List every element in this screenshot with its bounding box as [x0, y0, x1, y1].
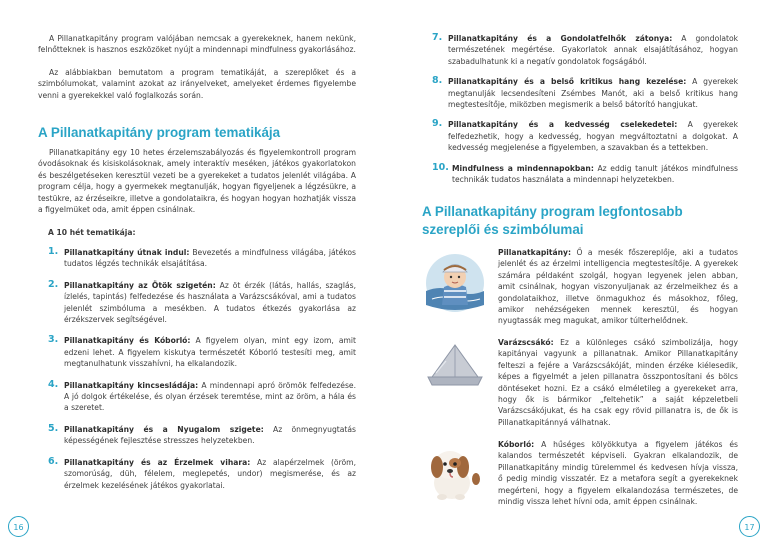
captain-illustration	[422, 247, 488, 316]
section-heading-thematic: A Pillanatkapitány program tematikája	[38, 125, 281, 140]
week-title: Pillanatkapitány és a kedvesség cselekedetei:	[448, 120, 678, 130]
left-intro	[38, 33, 356, 101]
week-item	[48, 335, 356, 369]
week-title: Pillanatkapitány és a Nyugalom szigete:	[64, 424, 264, 434]
character-text: Ez a különleges csákó szimbolizálja, hogy kapitányai vagyunk a pillanatnak. Amikor Pillanatkapitány felteszi a fejére a Varázscsákóját, minden érzéke kiélesedik, képes a figyelmét a jelen pillanatra összpontosítani és bölcs döntéseket hozni. Ez a csákó elméletileg a gyerekeket arra, hogy ők is bármikor „feltehetik” a saját képzeletbeli Varázscsákójukat, és ha csak egy rövid pillanatra is, de ők is Pillanatkapitánnyá válhatnak.	[498, 338, 738, 427]
week-item	[432, 76, 738, 110]
character-description	[498, 337, 738, 428]
week-text: Az alapérzelmek (öröm, szomorúság, düh, félelem, meglepetés, undor) megismerése, és az érzelmek kezelésének játékos gyakorlatai.	[64, 457, 356, 490]
week-number: 2.	[48, 278, 59, 290]
week-text: A mindennapi apró örömök felfedezése. A jó dolgok értékelése, és olyan érzések teremtése, mint az öröm, a hála és a szeretet.	[64, 380, 356, 413]
character-description	[498, 439, 738, 507]
weeks-subheading: A 10 hét tematikája:	[48, 228, 136, 237]
weeks-list-left	[48, 247, 356, 491]
intro-paragraph-2: Az alábbiakban bemutatom a program tematikáját, a szereplőket és a szimbólumokat, valamint azokat az irányelveket, amelyeket érdemes figyelembe venni a gyerekekkel való foglalkozás során.	[38, 67, 356, 100]
week-number: 10.	[432, 161, 449, 173]
character-title: Pillanatkapitány:	[498, 248, 572, 257]
week-item	[48, 247, 356, 270]
week-title: Pillanatkapitány és az Érzelmek vihara:	[64, 457, 251, 467]
page-number-right: 17	[739, 516, 760, 537]
week-text: A gyerekek felfedezhetik, hogy a kedvesség, hogyan megváltoztatni a dolgokat. A kedvesség megjelenése a figyelemben, a szavakban és a tettekben.	[448, 120, 738, 153]
week-text: Az önmegnyugtatás képességének fejlesztése stresszes helyzetekben.	[64, 424, 356, 446]
week-number: 5.	[48, 422, 59, 434]
character-description	[498, 247, 738, 327]
week-item	[432, 163, 738, 186]
week-title: Pillanatkapitány az Ötök szigetén:	[64, 280, 216, 290]
week-item	[432, 119, 738, 153]
character-text: Ő a mesék főszereplője, aki a tudatos jelenlét és az érzelmi intelligencia megtestesítője. A gyerekek számára példaként szolgál, hogyan legyenek jelen abban, amit csinálnak, hogyan viszonyuljanak az érzelmeikhez és a gondolataikhoz, illetve önmagukhoz és másokhoz, főleg, amikor nehézségeken mennek keresztül, és hogyan nyugtassák meg magukat, amikor túlterhelődnek.	[498, 248, 738, 326]
character-dog	[422, 439, 738, 507]
character-title: Kóborló:	[498, 440, 535, 449]
paper-hat-icon	[422, 337, 488, 403]
captain-icon	[422, 247, 488, 313]
week-text: Az öt érzék (látás, hallás, szaglás, ízlelés, tapintás) felfedezése és használata a Varázscsákóval, ami a tudatos jelenlét szimbóluma a mesékben. A tudatos étkezés gyakorlása az érzékszervek segítségével.	[64, 280, 356, 325]
character-title: Varázscsákó:	[498, 338, 554, 347]
week-number: 3.	[48, 334, 59, 346]
left-body	[38, 147, 356, 215]
page-number-left: 16	[8, 516, 29, 537]
program-description: Pillanatkapitány egy 10 hetes érzelemszabályozás és figyelemkontroll program óvodásoknak és kisiskolásoknak, amely interaktív meséken, játékos gyakorlatokon és beszélgetéseken keresztül vezeti be a gyerekeket a tudatos jelenlét világába. A program célja, hogy a gyermekek megtanulják, hogyan figyeljenek a légzésükre, a testükre, az érzéseikre, illetve a gondolataikra, és hogyan hogyan hozhatják vissza a figyelmüket oda, amit éppen csinálnak.	[38, 148, 356, 215]
week-text: Az eddig tanult játékos mindfulness technikák tudatos használata a mindennapi helyzetekben.	[452, 163, 738, 185]
week-title: Pillanatkapitány és Kóborló:	[64, 336, 191, 346]
week-item	[48, 457, 356, 491]
week-number: 4.	[48, 378, 59, 390]
week-item	[432, 33, 738, 67]
week-number: 7.	[432, 32, 443, 43]
week-number: 8.	[432, 75, 443, 87]
week-text: A gyerekek megtanulják lecsendesíteni Zsémbes Manót, aki a belső kritikus hang megtestesítője, miközben megismerik a belső bátorító hangjukat.	[448, 77, 738, 110]
character-magic-hat	[422, 337, 738, 428]
week-number: 1.	[48, 246, 59, 257]
week-title: Pillanatkapitány útnak indul:	[64, 248, 190, 257]
right-page	[384, 0, 768, 547]
week-title: Pillanatkapitány kincsesládája:	[64, 380, 199, 390]
section-heading-characters: A Pillanatkapitány program legfontosabb szereplői és szimbólumai	[422, 204, 683, 237]
week-item	[48, 380, 356, 414]
weeks-list-right	[432, 33, 738, 185]
character-text: A hűséges kölyökkutya a figyelem játékos és kalandos természetét képviseli. Gyakran elkalandozik, de Pillanatkapitány mindig türelemmel és kedvesen hívja vissza, ő pedig mindig visszatér. Ez a metafora segít a gyerekeknek megérteni, hogy a figyelem elkalandozása természetes, de mindig vissza lehet hívni oda, amit éppen csinálnak.	[498, 440, 738, 507]
week-title: Pillanatkapitány és a belső kritikus hang kezelése:	[448, 77, 687, 87]
intro-paragraph-1: A Pillanatkapitány program valójában nemcsak a gyerekeknek, hanem nekünk, felnőtteknek is hasznos eszközöket nyújt a mindennapi mindfulness gyakorlásához.	[38, 34, 356, 55]
week-text: A gondolatok természetének megértése. Gyakorlatok annak elsajátításához, hogyan szabadulhatunk ki a negatív gondolatok fogságából.	[448, 34, 738, 66]
week-item	[48, 280, 356, 326]
week-text: Bevezetés a mindfulness világába, játékos tudatos légzés technikák elsajátítása.	[64, 248, 356, 269]
week-text: A figyelem olyan, mint egy izom, amit edzeni lehet. A figyelem kiskutya természetét Kóborló testesíti meg, amit megtanulhatunk visszahívni, ha elkalandozik.	[64, 336, 356, 369]
character-captain	[422, 247, 738, 327]
week-item	[48, 424, 356, 447]
week-title: Pillanatkapitány és a Gondolatfelhők zátonya:	[448, 34, 673, 43]
week-title: Mindfulness a mindennapokban:	[452, 163, 594, 173]
week-number: 6.	[48, 455, 59, 467]
puppy-icon	[422, 439, 488, 505]
week-number: 9.	[432, 118, 443, 130]
magic-hat-illustration	[422, 337, 488, 406]
dog-illustration	[422, 439, 488, 508]
